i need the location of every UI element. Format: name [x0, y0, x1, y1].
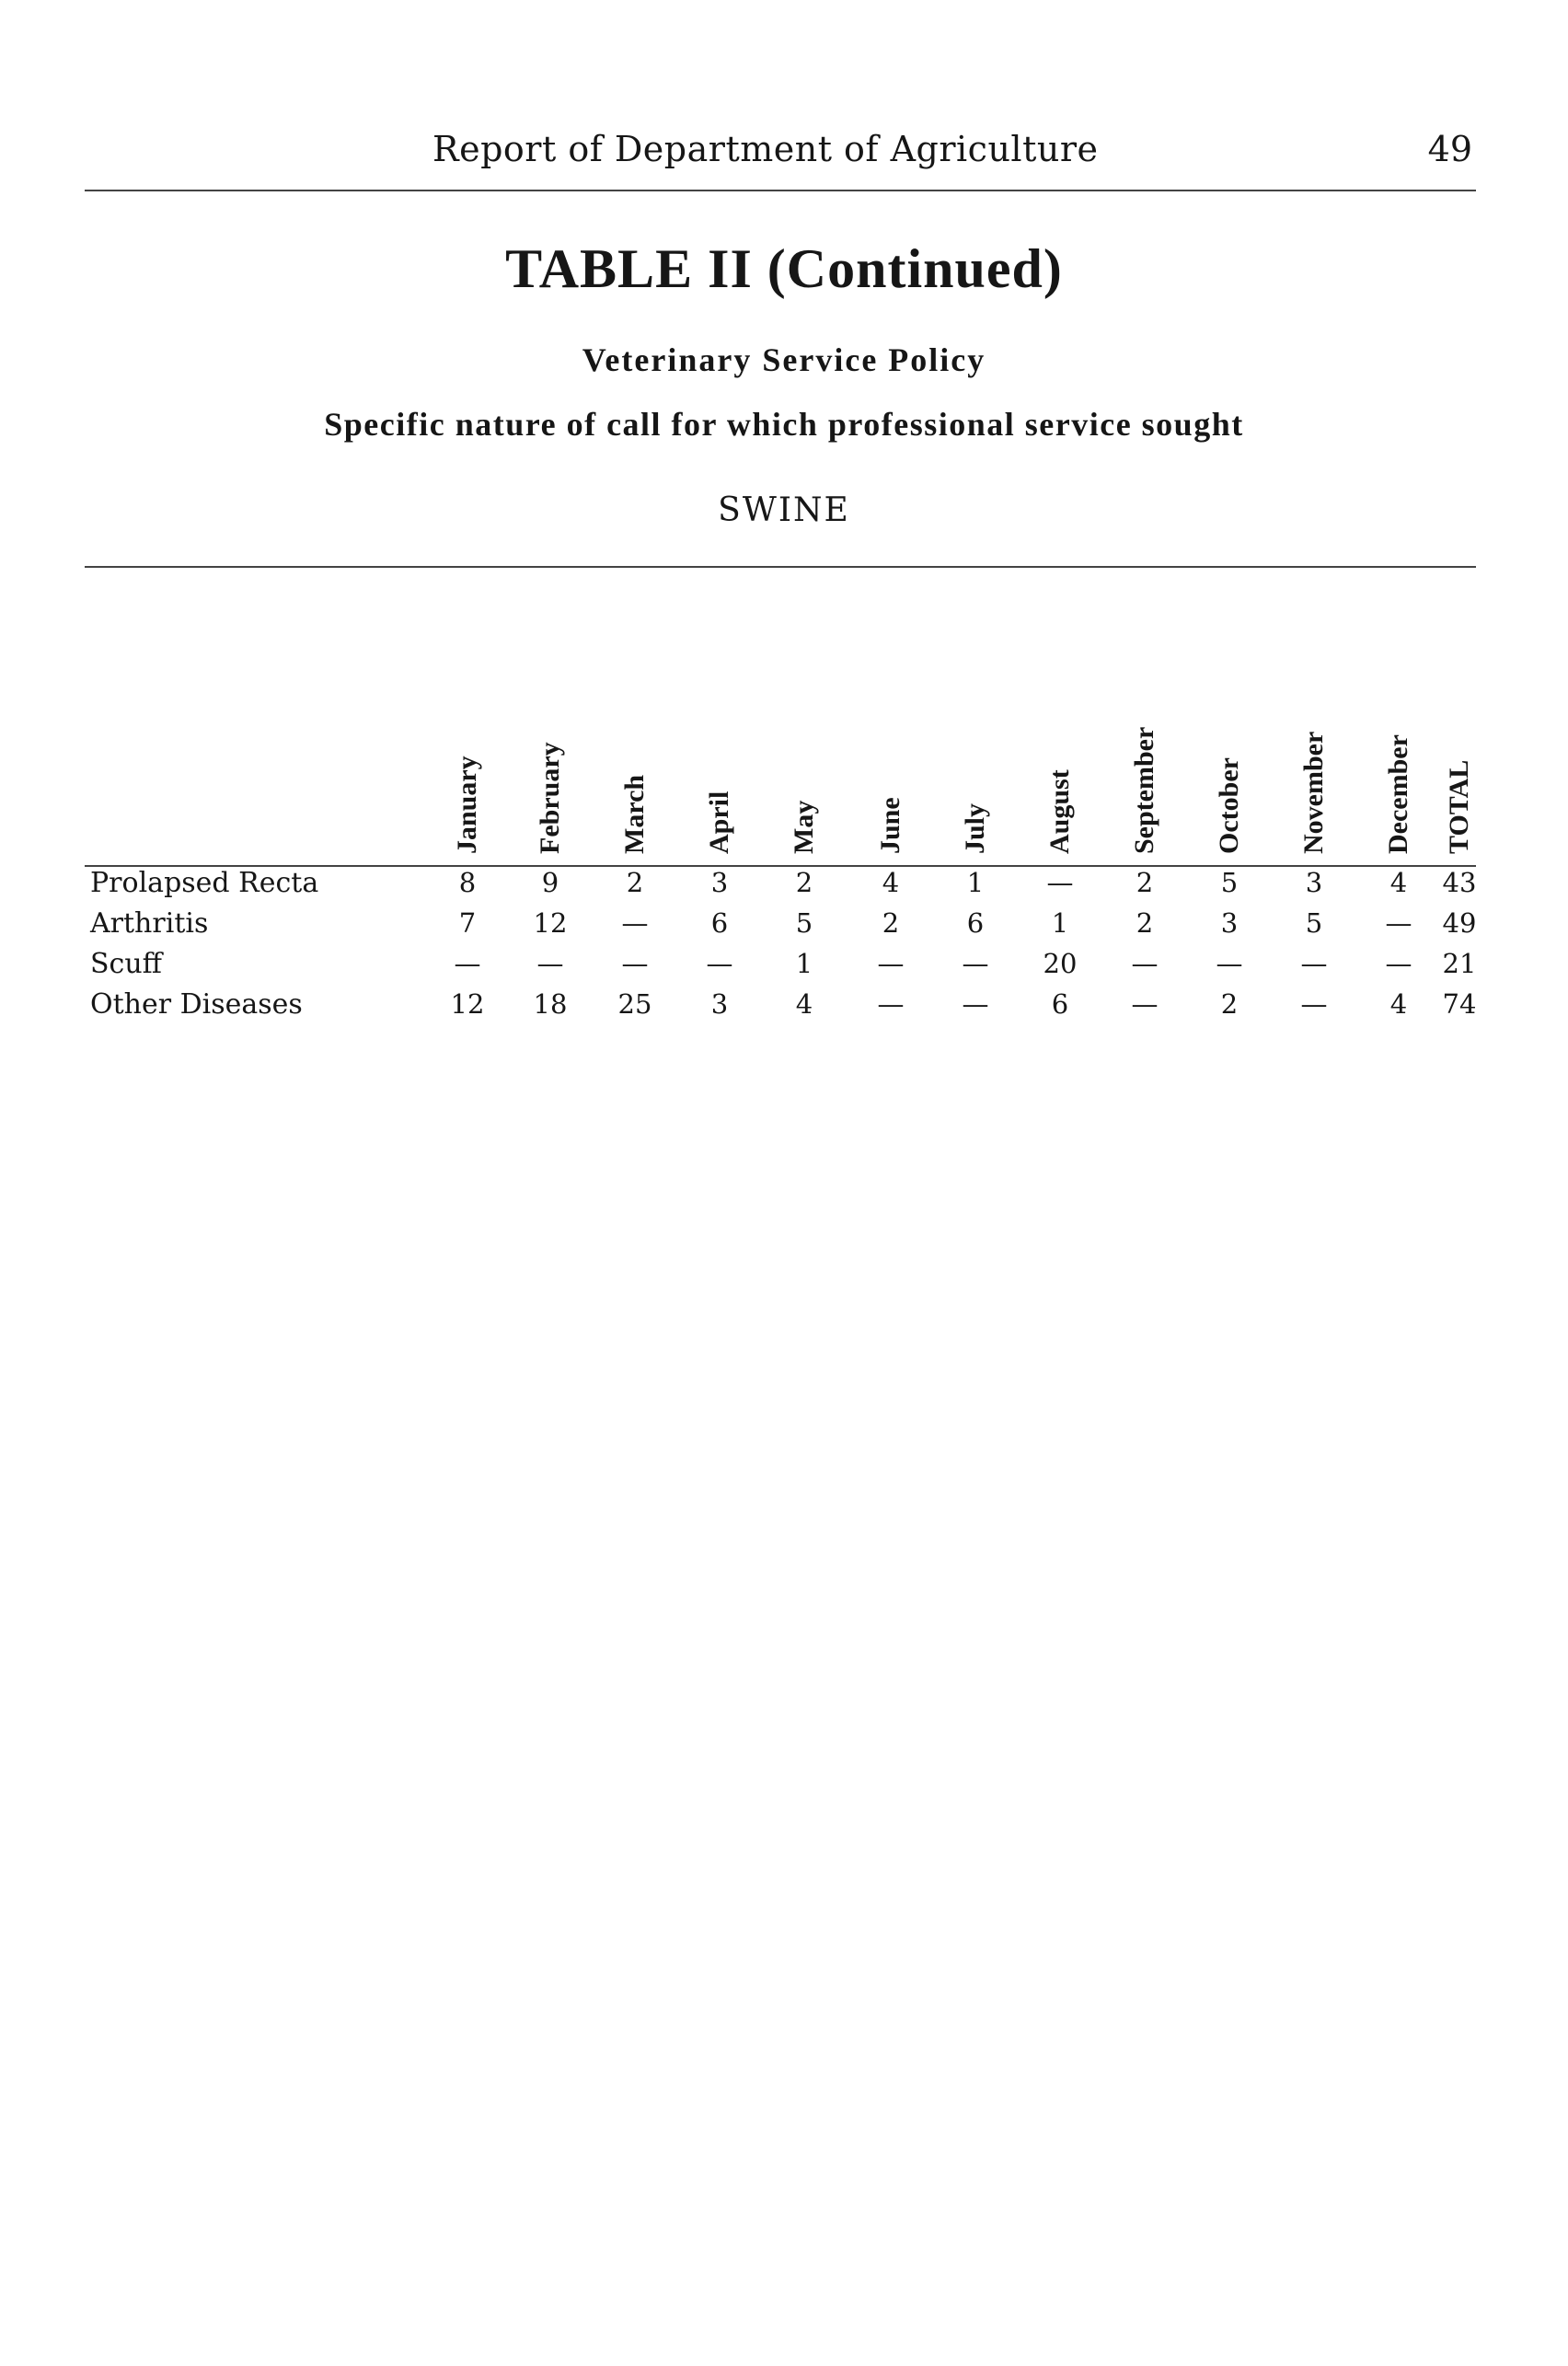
row-label: Scuff: [90, 948, 162, 980]
table-cell: 4: [795, 988, 813, 1020]
table-cell: 2: [1136, 907, 1154, 939]
table-cell: 12: [450, 988, 485, 1020]
table-cell: 4: [1389, 988, 1408, 1020]
column-header-label: February: [535, 742, 565, 854]
table-cell: 43: [1442, 867, 1477, 898]
table-cell: 5: [1220, 867, 1239, 898]
table-cell: 9: [541, 867, 559, 898]
section-heading: SWINE: [718, 491, 850, 529]
table-cell: 3: [710, 988, 729, 1020]
table-cell: —: [1216, 948, 1243, 979]
table-cell: 7: [458, 907, 477, 939]
running-head: Report of Department of Agriculture: [432, 129, 1099, 169]
table-cell: 2: [1220, 988, 1239, 1020]
table-cell: —: [454, 948, 481, 979]
column-header-label: October: [1214, 757, 1244, 854]
page-number: 49: [1427, 129, 1472, 169]
table-cell: —: [621, 907, 649, 939]
table-cell: —: [1300, 948, 1328, 979]
table-title: TABLE II (Continued): [505, 238, 1063, 299]
table-cell: 49: [1442, 907, 1477, 939]
column-header-label: December: [1383, 734, 1413, 854]
table-cell: 3: [1305, 867, 1323, 898]
table-cell: 2: [626, 867, 644, 898]
column-header-label: January: [452, 756, 482, 854]
table-cell: —: [1300, 988, 1328, 1020]
table-cell: 5: [1305, 907, 1323, 939]
column-header-label: June: [875, 797, 905, 854]
table-cell: —: [706, 948, 733, 979]
table-cell: 2: [1136, 867, 1154, 898]
table-cell: 6: [1051, 988, 1069, 1020]
table-cell: —: [1131, 988, 1159, 1020]
table-cell: —: [877, 948, 905, 979]
table-cell: —: [1385, 907, 1412, 939]
column-header-label: August: [1044, 769, 1075, 854]
table-description: Specific nature of call for which professional service sought: [324, 406, 1244, 443]
table-subtitle: Veterinary Service Policy: [582, 341, 986, 378]
column-header-label: November: [1298, 731, 1329, 854]
column-header-label: April: [704, 791, 734, 854]
column-header-label: March: [619, 774, 650, 854]
table-cell: —: [962, 948, 989, 979]
table-cell: 2: [795, 867, 813, 898]
table-cell: —: [1131, 948, 1159, 979]
table-cell: 25: [617, 988, 652, 1020]
column-header-label: May: [789, 800, 819, 854]
table-cell: 20: [1043, 948, 1078, 979]
row-label: Prolapsed Recta: [90, 867, 319, 899]
table-cell: —: [1385, 948, 1412, 979]
table-top-rule: [85, 566, 1476, 568]
table-cell: 3: [1220, 907, 1239, 939]
table-cell: 12: [533, 907, 568, 939]
table-cell: 6: [710, 907, 729, 939]
table-cell: 1: [966, 867, 985, 898]
header-rule: [85, 190, 1476, 191]
table-cell: —: [1046, 867, 1074, 898]
table-cell: 4: [1389, 867, 1408, 898]
table-cell: —: [621, 948, 649, 979]
table-cell: 6: [966, 907, 985, 939]
row-label: Other Diseases: [90, 988, 303, 1021]
table-cell: —: [877, 988, 905, 1020]
table-cell: 21: [1442, 948, 1477, 979]
table-cell: 3: [710, 867, 729, 898]
table-cell: —: [536, 948, 564, 979]
column-header-label: July: [960, 802, 990, 854]
table-cell: 8: [458, 867, 477, 898]
table-cell: 2: [882, 907, 900, 939]
row-label: Arthritis: [90, 907, 209, 940]
table-cell: 1: [1051, 907, 1069, 939]
table-cell: 5: [795, 907, 813, 939]
column-header-label: September: [1129, 726, 1159, 854]
column-header-label: TOTAL: [1444, 759, 1474, 854]
table-cell: 4: [882, 867, 900, 898]
table-cell: 74: [1442, 988, 1477, 1020]
table-cell: 1: [795, 948, 813, 979]
table-cell: —: [962, 988, 989, 1020]
table-cell: 18: [533, 988, 568, 1020]
